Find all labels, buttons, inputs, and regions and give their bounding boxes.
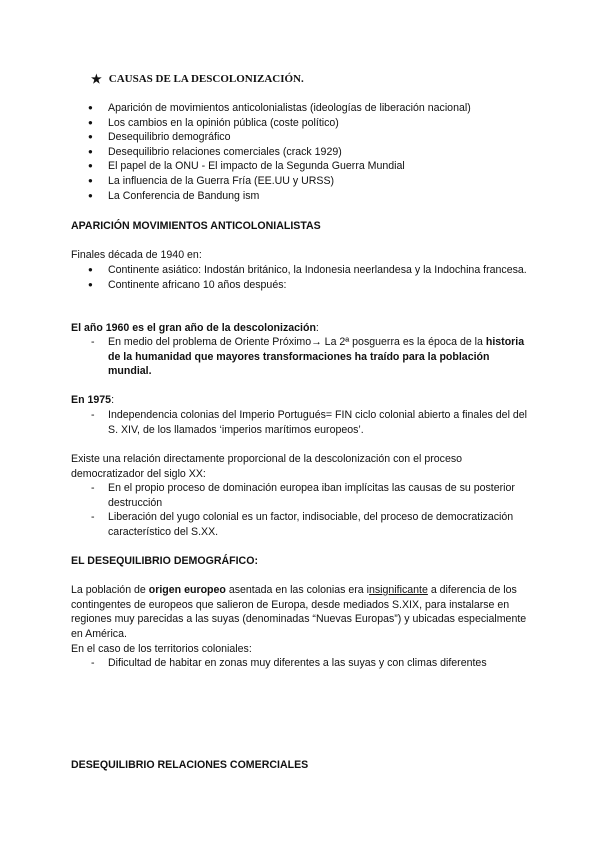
paragraph-demografico: La población de origen europeo asentada en las colonias era insignificante a diferencia de los contingentes de europeos que salieron de Europa, desde mediados S.XIX, para instalarse en regiones muy parecidas a las suyas (denominadas “Nuevas Europas”) y ubicadas especialmente en América. [71, 584, 527, 640]
list-item: - En el propio proceso de dominación europea iban implícitas las causas de su posterior destrucción [71, 481, 531, 510]
list-item: ● El papel de la ONU - El impacto de la Segunda Guerra Mundial [71, 159, 531, 174]
territories-list [71, 656, 531, 671]
heading-comerciales: DESEQUILIBRIO RELACIONES COMERCIALES [71, 759, 309, 771]
paragraph-1975: En 1975: [71, 394, 115, 406]
list-item: ● La influencia de la Guerra Fría (EE.UU y URSS) [71, 174, 531, 189]
list-item: - Independencia colonias del Imperio Portugués= FIN ciclo colonial abierto a finales del del S. XIV, de los llamados ‘imperios marítimos europeos’. [71, 408, 531, 437]
star-icon: ★ [91, 72, 102, 86]
list-item: ● Desequilibrio demográfico [71, 130, 531, 145]
list-item: - En medio del problema de Oriente Próximo→ La 2ª posguerra es la época de la historia de la humanidad que mayores transformaciones ha traído para la población mundial. [71, 335, 531, 379]
list-item: ● Aparición de movimientos anticolonialistas (ideologías de liberación nacional) [71, 101, 531, 116]
list-item: - Dificultad de habitar en zonas muy diferentes a las suyas y con climas diferentes [71, 656, 531, 671]
heading-anticolonialistas: APARICIÓN MOVIMIENTOS ANTICOLONIALISTAS [71, 220, 321, 232]
list-item: ● La Conferencia de Bandung ism [71, 189, 531, 204]
list-1960 [71, 335, 531, 379]
list-item: - Liberación del yugo colonial es un factor, indisociable, del proceso de democratización característico del S.XX. [71, 510, 531, 539]
section-title: ★ CAUSAS DE LA DESCOLONIZACIÓN. [91, 72, 304, 86]
continents-list [71, 263, 531, 292]
list-1975 [71, 408, 531, 437]
democratization-list [71, 481, 531, 539]
list-item: ● Los cambios en la opinión pública (coste político) [71, 116, 531, 131]
list-item: ● Continente asiático: Indostán británico, la Indonesia neerlandesa y la Indochina francesa. [71, 263, 531, 278]
list-item: ● Continente africano 10 años después: [71, 278, 531, 293]
paragraph: Existe una relación directamente proporcional de la descolonización con el proceso democratizador del siglo XX: [71, 453, 463, 480]
causes-list [71, 101, 531, 203]
list-item: ● Desequilibrio relaciones comerciales (crack 1929) [71, 145, 531, 160]
paragraph-1960: El año 1960 es el gran año de la descolonización: [71, 322, 319, 334]
paragraph: En el caso de los territorios coloniales: [71, 643, 252, 655]
heading-demografico: EL DESEQUILIBRIO DEMOGRÁFICO: [71, 555, 258, 567]
paragraph: Finales década de 1940 en: [71, 249, 202, 261]
